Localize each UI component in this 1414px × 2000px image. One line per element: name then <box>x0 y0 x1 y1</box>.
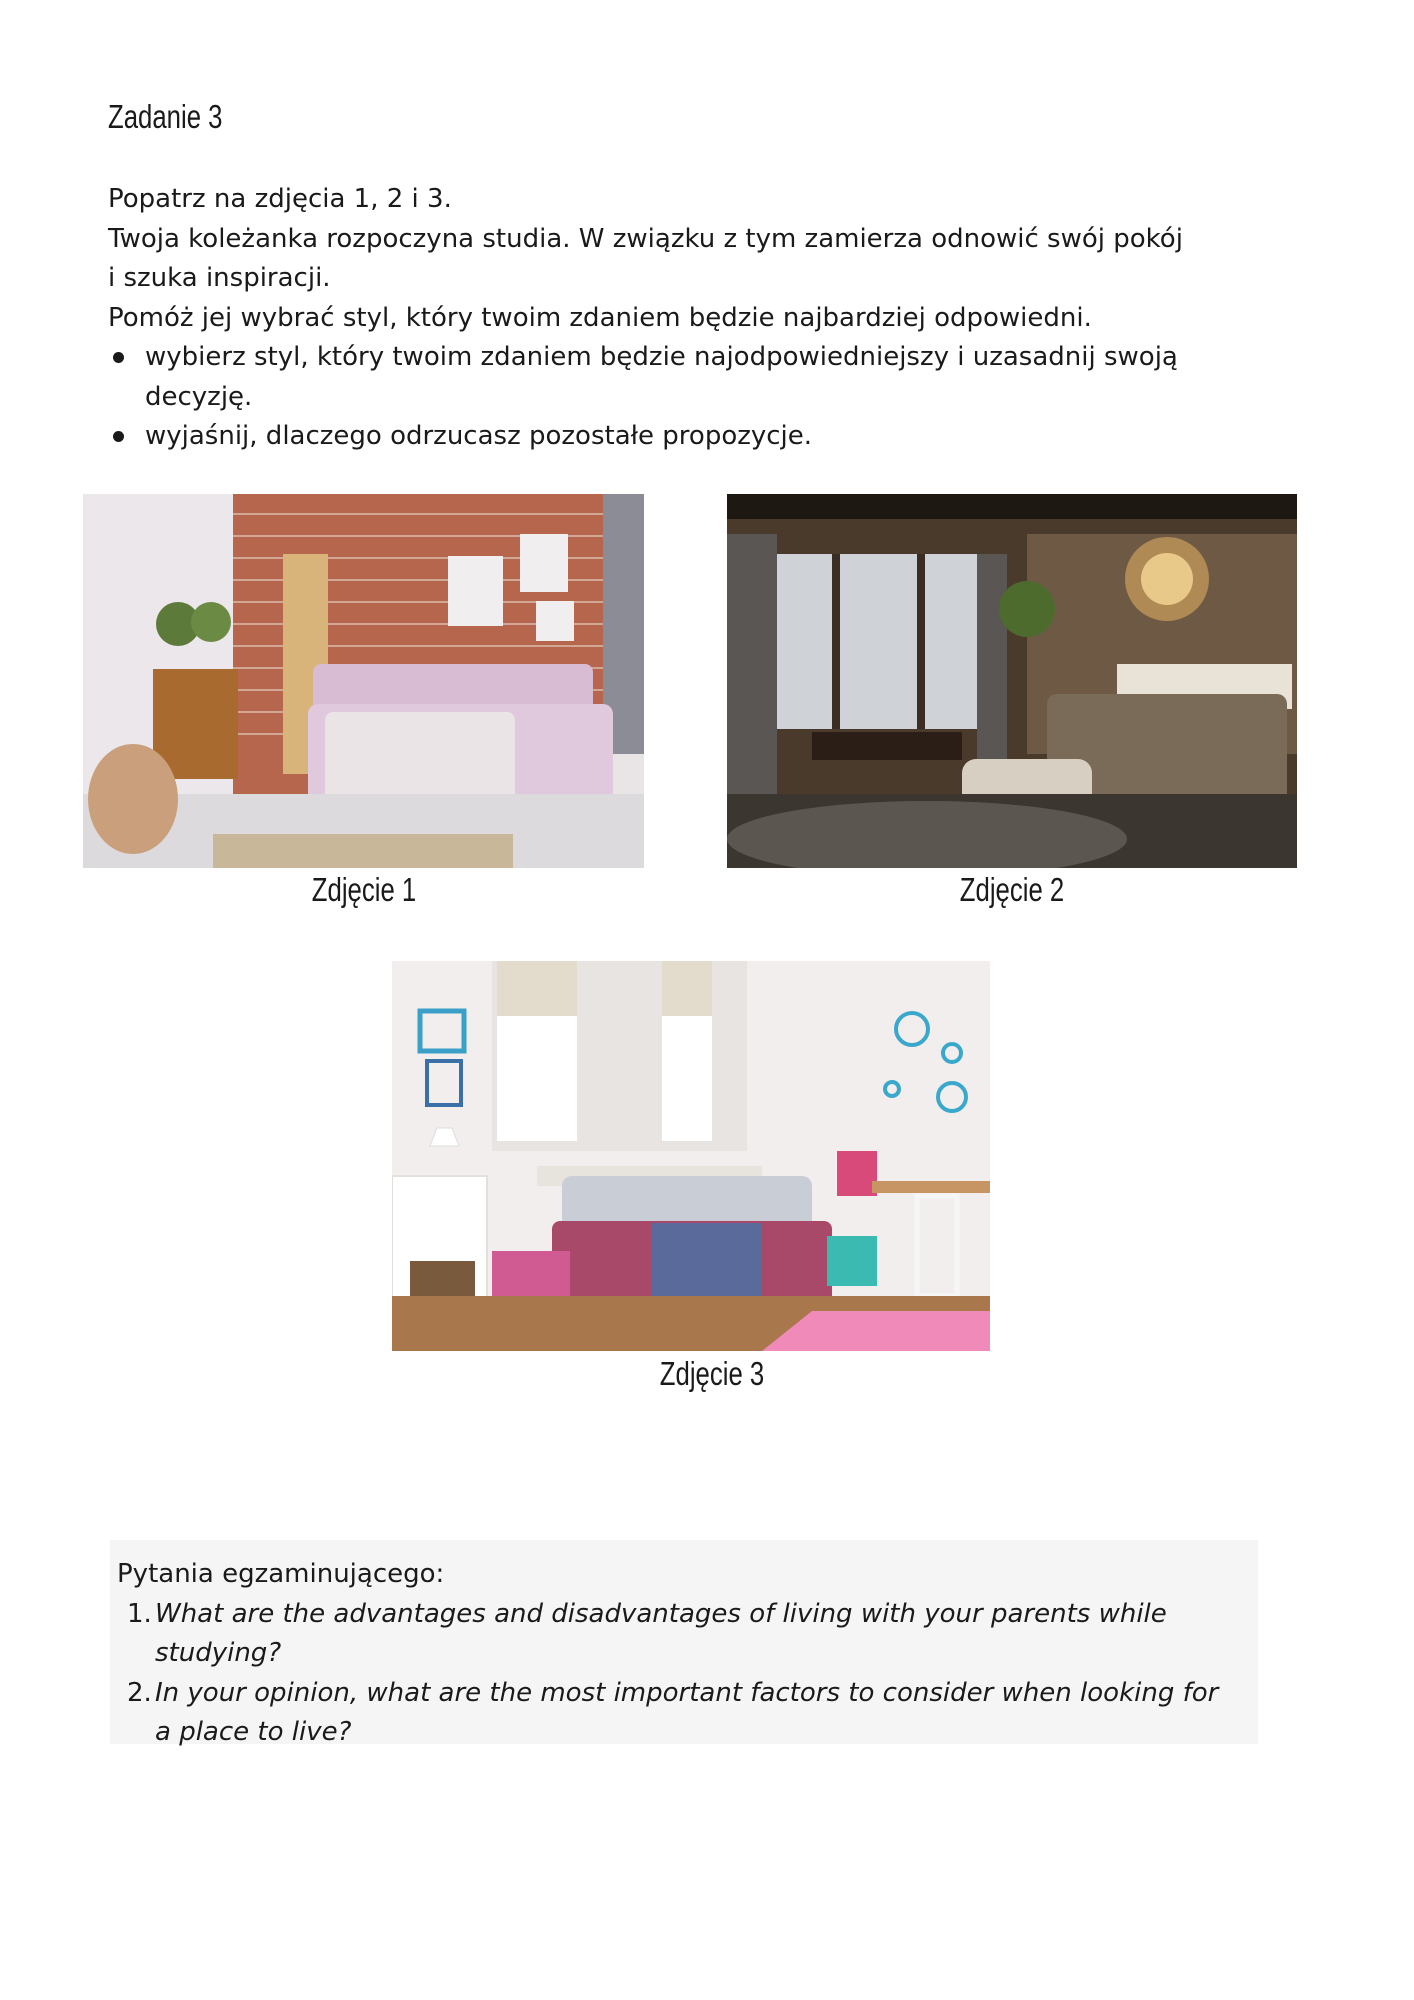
question-text: In your opinion, what are the most important factors to consider when looking for <box>155 1677 1219 1708</box>
question-number: 1. <box>127 1598 152 1629</box>
instruction-line: i szuka inspiracji. <box>108 263 331 293</box>
photo-3 <box>392 961 990 1351</box>
photo-2-image <box>727 494 1297 868</box>
question-1 <box>117 1595 1277 1674</box>
instruction-line: Pomóż jej wybrać styl, który twoim zdaniem będzie najbardziej odpowiedni. <box>108 302 1092 333</box>
task-bullets <box>108 338 1268 457</box>
photo-1-image <box>83 494 644 868</box>
task-instructions <box>108 180 1268 457</box>
question-text: What are the advantages and disadvantages of living with your parents while studying? <box>155 1598 1167 1668</box>
photo-3-caption: Zdjęcie 3 <box>659 1355 765 1392</box>
photo-1 <box>83 494 644 868</box>
examiner-heading: Pytania egzaminującego: <box>117 1559 445 1589</box>
question-number: 2. <box>127 1677 152 1708</box>
photo-3-image <box>392 961 990 1351</box>
photo-1-caption: Zdjęcie 1 <box>311 871 417 908</box>
page-title: Zadanie 3 <box>108 98 223 135</box>
instruction-line: Popatrz na zdjęcia 1, 2 i 3. <box>108 184 452 214</box>
photo-2 <box>727 494 1297 868</box>
bullet-item: wybierz styl, który twoim zdaniem będzie najodpowiedniejszy i uzasadnij swoją decyzję. <box>108 338 1268 417</box>
question-text: a place to live? <box>155 1717 352 1747</box>
photo-2-caption: Zdjęcie 2 <box>959 871 1065 908</box>
bullet-item: wyjaśnij, dlaczego odrzucasz pozostałe propozycje. <box>108 417 1268 457</box>
question-2 <box>117 1674 1277 1714</box>
examiner-questions <box>117 1555 1277 1753</box>
instruction-line: Twoja koleżanka rozpoczyna studia. W związku z tym zamierza odnowić swój pokój <box>108 223 1183 254</box>
question-2-continued <box>117 1713 1277 1753</box>
